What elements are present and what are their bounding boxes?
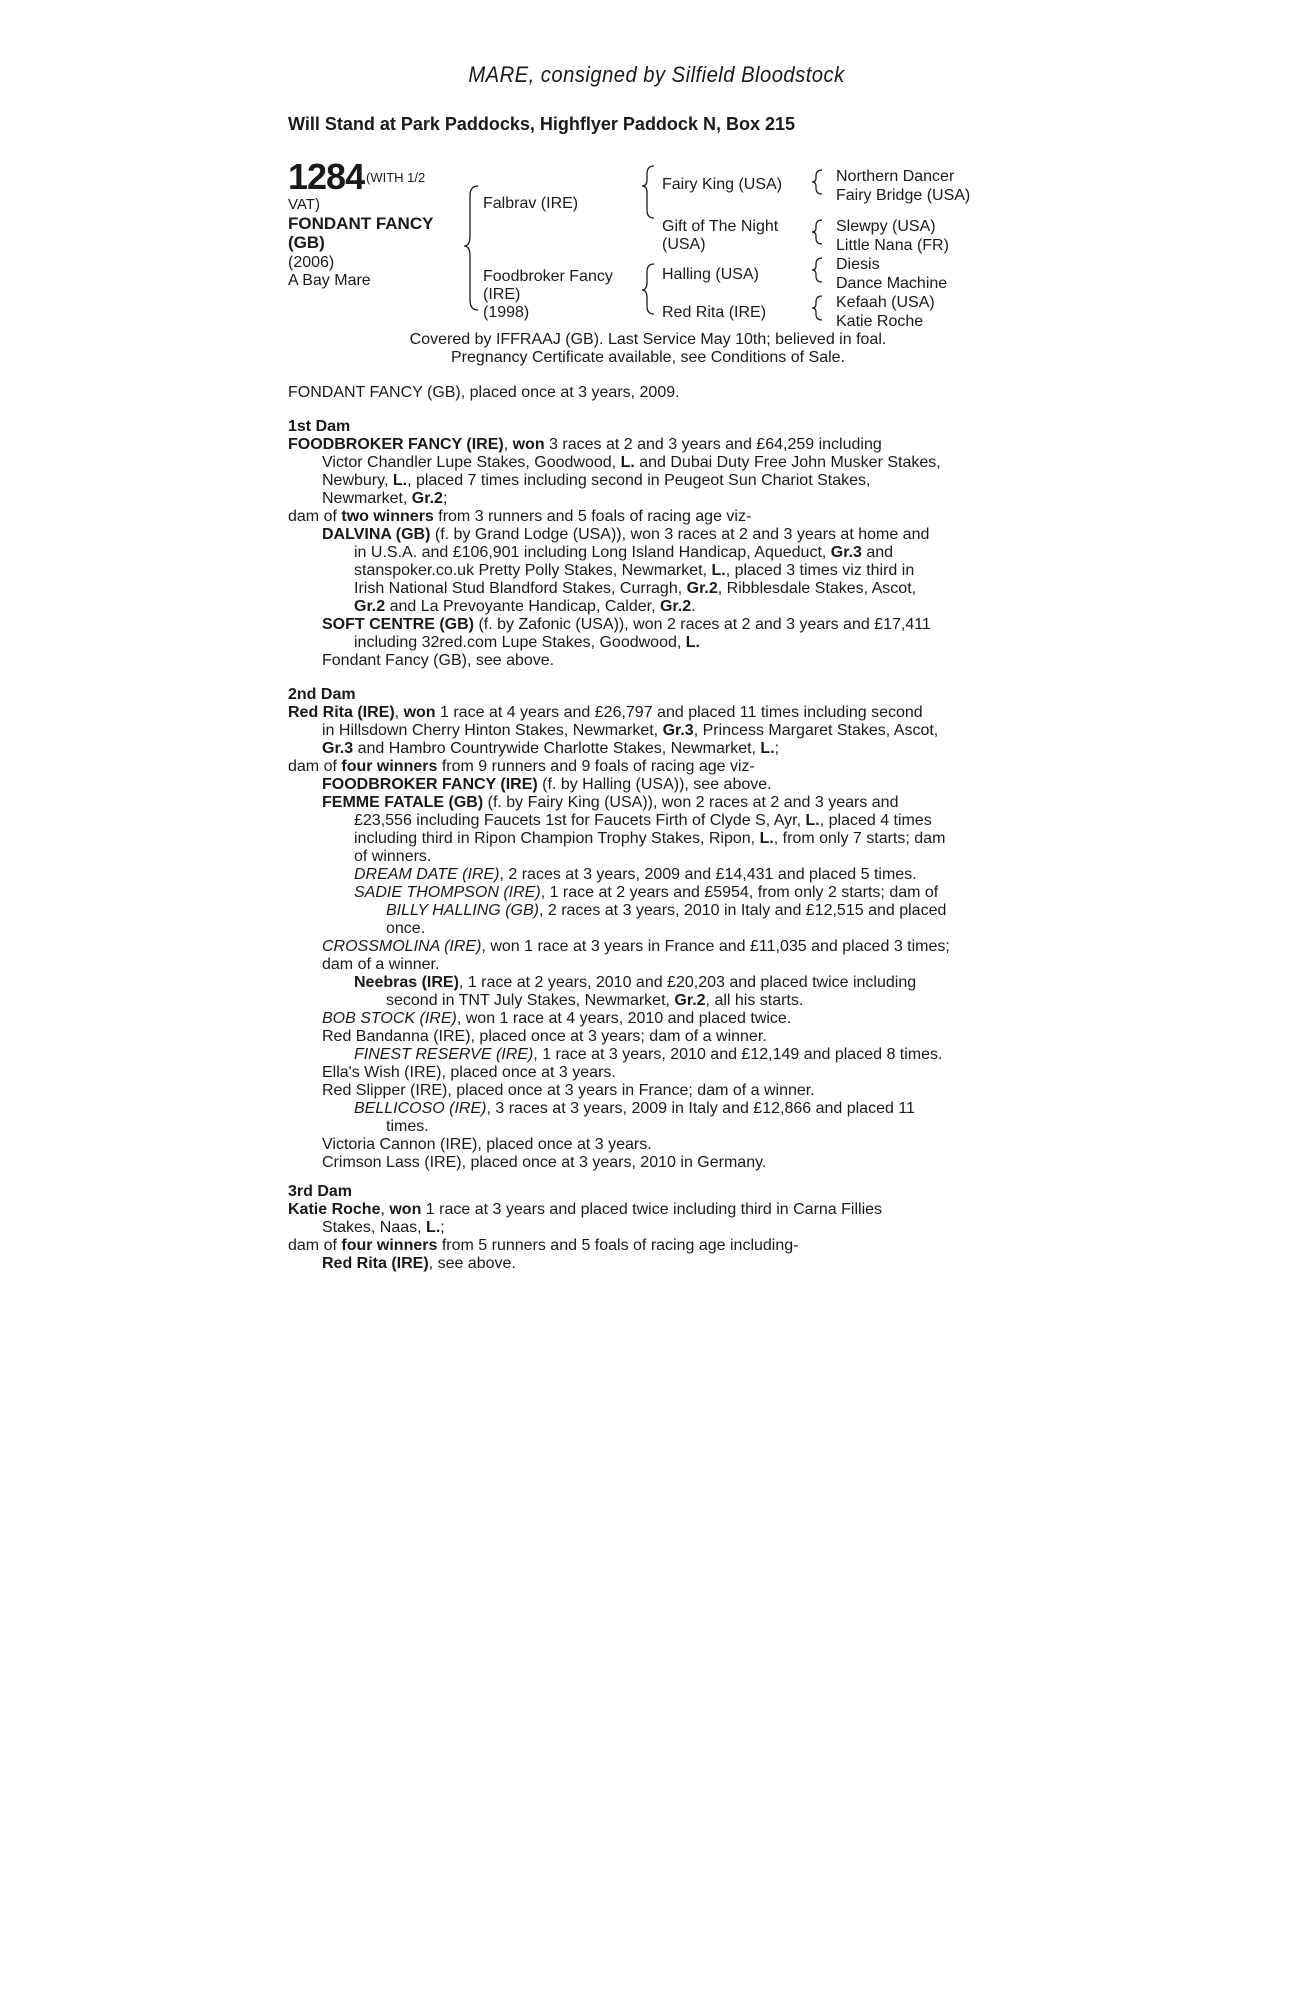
produce-bob-stock: BOB STOCK (IRE), won 1 race at 4 years, 2010 and placed twice. xyxy=(322,1010,792,1027)
third-dam-line1: Katie Roche, won 1 race at 3 years and placed twice including third in Carna Fillies xyxy=(288,1201,883,1218)
produce-victoria-cannon: Victoria Cannon (IRE), placed once at 3 years. xyxy=(322,1136,652,1153)
produce-ellas-wish: Ella's Wish (IRE), placed once at 3 years. xyxy=(322,1064,616,1081)
grandproduce-bellicoso: BELLICOSO (IRE), 3 races at 3 years, 2009 in Italy and £12,866 and placed 11 xyxy=(354,1100,915,1117)
produce-dalvina: DALVINA (GB) (f. by Grand Lodge (USA)), won 3 races at 2 and 3 years at home and xyxy=(322,526,930,543)
dam-line3: (1998) xyxy=(483,304,530,321)
stand-location: Will Stand at Park Paddocks, Highflyer Paddock N, Box 215 xyxy=(288,114,795,134)
produce-foodbroker-fancy: FOODBROKER FANCY (IRE) (f. by Halling (USA)), see above. xyxy=(322,776,772,793)
vat-note-cont: VAT) xyxy=(288,196,320,213)
third-dam-section xyxy=(288,1183,1006,1273)
first-dam-line1: FOODBROKER FANCY (IRE), won 3 races at 2 and 3 years and £64,259 including xyxy=(288,436,882,453)
cover-note xyxy=(288,331,1008,367)
foaling-year: (2006) xyxy=(288,254,335,271)
ancestor-dss: Diesis xyxy=(836,256,880,273)
dam-line1: Foodbroker Fancy xyxy=(483,268,613,285)
produce-soft-centre-line2: including 32red.com Lupe Stakes, Goodwood, L. xyxy=(354,634,700,651)
produce-dalvina-line2: in U.S.A. and £106,901 including Long Island Handicap, Aqueduct, Gr.3 and xyxy=(354,544,894,561)
horse-description: A Bay Mare xyxy=(288,272,371,289)
pedigree-brackets xyxy=(0,0,1313,340)
second-dam-heading: 2nd Dam xyxy=(288,686,356,703)
ancestor-ddd: Katie Roche xyxy=(836,313,924,330)
ancestor-dds: Kefaah (USA) xyxy=(836,294,935,311)
grandproduce-dream-date: DREAM DATE (IRE), 2 races at 3 years, 2009 and £14,431 and placed 5 times. xyxy=(354,866,917,883)
first-dam-line3: Newbury, L., placed 7 times including second in Peugeot Sun Chariot Stakes, xyxy=(322,472,871,489)
first-dam-heading: 1st Dam xyxy=(288,418,351,435)
second-dam-line3: Gr.3 and Hambro Countrywide Charlotte Stakes, Newmarket, L.; xyxy=(322,740,780,757)
horse-summary: FONDANT FANCY (GB), placed once at 3 years, 2009. xyxy=(288,384,680,401)
grandproduce-neebras-line2: second in TNT July Stakes, Newmarket, Gr.2, all his starts. xyxy=(386,992,804,1009)
produce-femme-fatale-line2: £23,556 including Faucets 1st for Faucets Firth of Clyde S, Ayr, L., placed 4 times xyxy=(354,812,932,829)
dam-line2: (IRE) xyxy=(483,286,521,303)
sire-of-sire: Fairy King (USA) xyxy=(662,176,783,193)
grandproduce-finest-reserve: FINEST RESERVE (IRE), 1 race at 3 years, 2010 and £12,149 and placed 8 times. xyxy=(354,1046,943,1063)
grandproduce-neebras: Neebras (IRE), 1 race at 2 years, 2010 and £20,203 and placed twice including xyxy=(354,974,917,991)
sire: Falbrav (IRE) xyxy=(483,195,579,212)
sire-of-dam: Halling (USA) xyxy=(662,266,759,283)
third-dam-heading: 3rd Dam xyxy=(288,1183,353,1200)
first-dam-section xyxy=(288,418,1006,670)
produce-dalvina-line3: stanspoker.co.uk Pretty Polly Stakes, Newmarket, L., placed 3 times viz third in xyxy=(354,562,915,579)
first-dam-produce-line: dam of two winners from 3 runners and 5 foals of racing age viz- xyxy=(288,508,752,525)
produce-crossmolina: CROSSMOLINA (IRE), won 1 race at 3 years in France and £11,035 and placed 3 times; xyxy=(322,938,950,955)
second-dam-line2: in Hillsdown Cherry Hinton Stakes, Newmarket, Gr.3, Princess Margaret Stakes, Ascot, xyxy=(322,722,939,739)
grandproduce-billy-halling-line2: once. xyxy=(386,920,426,937)
produce-femme-fatale: FEMME FATALE (GB) (f. by Fairy King (USA)), won 2 races at 2 and 3 years and xyxy=(322,794,899,811)
third-dam-produce-line: dam of four winners from 5 runners and 5 foals of racing age including- xyxy=(288,1237,799,1254)
dam-of-sire-line1: Gift of The Night xyxy=(662,218,779,235)
cover-line1: Covered by IFFRAAJ (GB). Last Service May 10th; believed in foal. xyxy=(409,331,887,348)
second-dam-section xyxy=(288,686,1006,1172)
first-dam-line4: Newmarket, Gr.2; xyxy=(322,490,448,507)
dam-of-dam: Red Rita (IRE) xyxy=(662,304,767,321)
produce-femme-fatale-line4: of winners. xyxy=(354,848,432,865)
produce-crimson-lass: Crimson Lass (IRE), placed once at 3 years, 2010 in Germany. xyxy=(322,1154,767,1171)
consignor-heading: MARE, consigned by Silfield Bloodstock xyxy=(468,62,845,87)
horse-name-line2: (GB) xyxy=(288,233,325,252)
produce-red-bandanna: Red Bandanna (IRE), placed once at 3 years; dam of a winner. xyxy=(322,1028,767,1045)
produce-dalvina-line4: Irish National Stud Blandford Stakes, Curragh, Gr.2, Ribblesdale Stakes, Ascot, xyxy=(354,580,917,597)
ancestor-sdd: Little Nana (FR) xyxy=(836,237,949,254)
second-dam-line1: Red Rita (IRE), won 1 race at 4 years and £26,797 and placed 11 times including second xyxy=(288,704,923,721)
produce-crossmolina-line2: dam of a winner. xyxy=(322,956,440,973)
ancestor-ssd: Fairy Bridge (USA) xyxy=(836,187,971,204)
produce-soft-centre: SOFT CENTRE (GB) (f. by Zafonic (USA)), won 2 races at 2 and 3 years and £17,411 xyxy=(322,616,931,633)
produce-red-slipper: Red Slipper (IRE), placed once at 3 years in France; dam of a winner. xyxy=(322,1082,815,1099)
grandproduce-billy-halling: BILLY HALLING (GB), 2 races at 3 years, 2010 in Italy and £12,515 and placed xyxy=(386,902,947,919)
dam-of-sire-line2: (USA) xyxy=(662,236,706,253)
produce-dalvina-line5: Gr.2 and La Prevoyante Handicap, Calder, Gr.2. xyxy=(354,598,696,615)
ancestor-sss: Northern Dancer xyxy=(836,168,955,185)
grandproduce-sadie-thompson: SADIE THOMPSON (IRE), 1 race at 2 years and £5954, from only 2 starts; dam of xyxy=(354,884,939,901)
dam xyxy=(483,268,613,322)
dam-of-sire xyxy=(662,218,778,254)
produce-fondant-fancy: Fondant Fancy (GB), see above. xyxy=(322,652,555,669)
lot-number: 1284 xyxy=(288,156,365,197)
vat-note: (WITH 1/2 xyxy=(366,170,426,185)
third-dam-line2: Stakes, Naas, L.; xyxy=(322,1219,445,1236)
cover-line2: Pregnancy Certificate available, see Conditions of Sale. xyxy=(451,349,845,366)
grandproduce-bellicoso-line2: times. xyxy=(386,1118,429,1135)
produce-femme-fatale-line3: including third in Ripon Champion Trophy Stakes, Ripon, L., from only 7 starts; dam xyxy=(354,830,946,847)
ancestor-sds: Slewpy (USA) xyxy=(836,218,936,235)
produce-red-rita: Red Rita (IRE), see above. xyxy=(322,1255,516,1272)
ancestor-dsd: Dance Machine xyxy=(836,275,948,292)
first-dam-line2: Victor Chandler Lupe Stakes, Goodwood, L. and Dubai Duty Free John Musker Stakes, xyxy=(322,454,941,471)
second-dam-produce-line: dam of four winners from 9 runners and 9 foals of racing age viz- xyxy=(288,758,755,775)
horse-name-line1: FONDANT FANCY xyxy=(288,214,434,233)
